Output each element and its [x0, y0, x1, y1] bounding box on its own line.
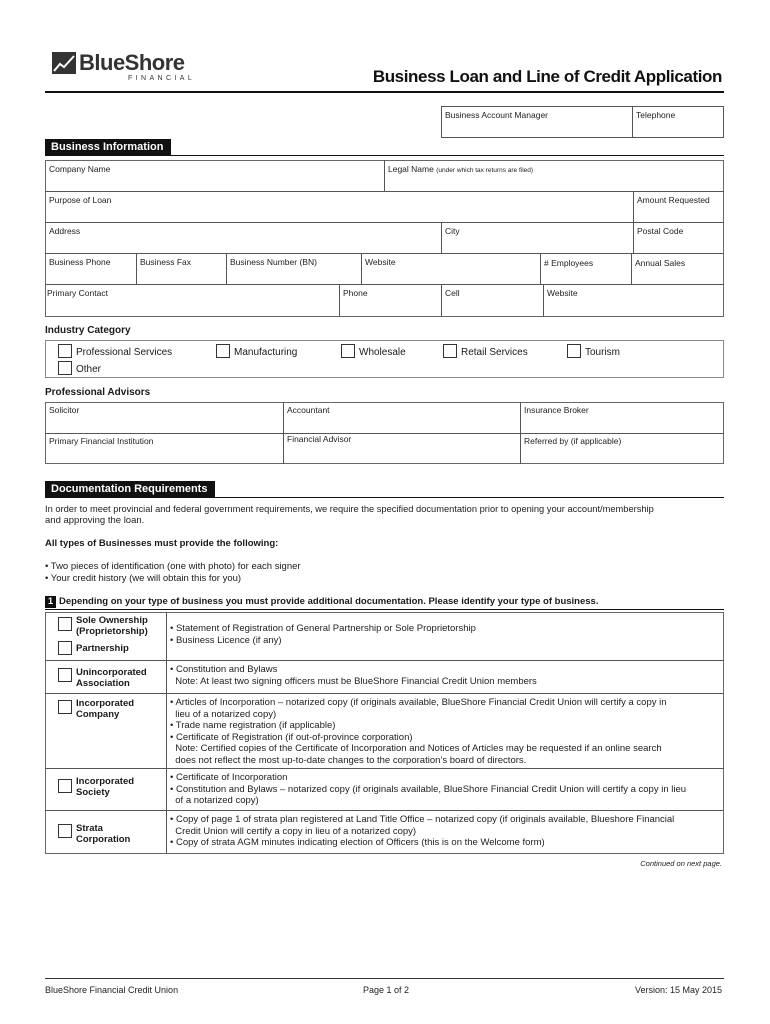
footer-version: Version: 15 May 2015 — [634, 985, 722, 995]
list-item: • Your credit history (we will obtain this for you) — [45, 573, 242, 584]
incorporated-society-checkbox[interactable] — [58, 779, 72, 793]
incorporated-company-requirements: • Articles of Incorporation – notarized copy (if originals available, BlueShore Financial Credit Union will certify a copy in lieu of a notarized copy) • Trade name registration (if applicable) • Certificate of Registration (if out-of-province corporation) Note: Certified copies of the Certificate of Incorporation and Notices of Articles may be requested if an online search does not reflect the most up-to-date changes to the corporation’s board of directors. — [170, 697, 667, 766]
page-title: Business Loan and Line of Credit Application — [372, 67, 722, 86]
blueshore-logo-icon — [52, 52, 76, 74]
manufacturing-label: Manufacturing — [234, 347, 298, 358]
documentation-intro-line1: In order to meet provincial and federal government requirements, we require the specified documentation prior to opening your account/membership — [45, 504, 654, 514]
professional-advisors-heading: Professional Advisors — [45, 387, 151, 398]
business-number-field[interactable]: Business Number (BN) — [230, 257, 317, 267]
contact-cell-field[interactable]: Cell — [445, 288, 460, 298]
website-field[interactable]: Website — [365, 257, 396, 267]
manufacturing-checkbox[interactable] — [216, 344, 230, 358]
primary-contact-field[interactable]: Primary Contact — [47, 288, 108, 298]
other-checkbox[interactable] — [58, 361, 72, 375]
city-field[interactable]: City — [445, 226, 460, 236]
solicitor-field[interactable]: Solicitor — [49, 405, 80, 415]
partnership-checkbox[interactable] — [58, 641, 72, 655]
annual-sales-field[interactable]: Annual Sales — [635, 258, 686, 268]
unincorporated-association-checkbox[interactable] — [58, 668, 72, 682]
step-number-badge: 1 — [45, 596, 56, 608]
incorporated-society-requirements: • Certificate of Incorporation • Constitution and Bylaws – notarized copy (if originals available, BlueShore Financial Credit Union will certify a copy in lieu of a notarized copy) — [170, 772, 687, 806]
list-item: • Two pieces of identification (one with photo) for each signer — [45, 561, 301, 572]
strata-corporation-label: Strata Corporation — [76, 823, 131, 845]
business-info-heading-label: Business Information — [45, 139, 171, 155]
business-account-manager-field[interactable]: Business Account Manager — [445, 110, 549, 120]
referred-by-field[interactable]: Referred by (if applicable) — [524, 436, 622, 446]
strata-corporation-requirements: • Copy of page 1 of strata plan registered at Land Title Office – notarized copy (if originals available, Blueshore Financial Credit Union will certify a copy in lieu of a notarized copy) • Copy of strata AGM minutes indicating election of Officers (this is on the Welcome form) — [170, 814, 675, 848]
postal-code-field[interactable]: Postal Code — [637, 226, 684, 236]
business-fax-field[interactable]: Business Fax — [140, 257, 192, 267]
footer-page-number: Page 1 of 2 — [363, 985, 410, 995]
footer-org: BlueShore Financial Credit Union — [45, 985, 179, 995]
continued-note: Continued on next page. — [640, 859, 722, 868]
professional-services-checkbox[interactable] — [58, 344, 72, 358]
telephone-field[interactable]: Telephone — [636, 110, 676, 120]
contact-phone-field[interactable]: Phone — [343, 288, 368, 298]
all-types-heading: All types of Businesses must provide the following: — [45, 538, 279, 549]
retail-services-label: Retail Services — [461, 347, 528, 358]
accountant-field[interactable]: Accountant — [287, 405, 330, 415]
tourism-checkbox[interactable] — [567, 344, 581, 358]
insurance-broker-field[interactable]: Insurance Broker — [524, 405, 589, 415]
partnership-label: Partnership — [76, 643, 129, 654]
incorporated-society-label: Incorporated Society — [76, 776, 135, 798]
retail-services-checkbox[interactable] — [443, 344, 457, 358]
employees-field[interactable]: # Employees — [544, 258, 594, 268]
documentation-intro-line2: and approving the loan. — [45, 515, 145, 526]
professional-services-label: Professional Services — [76, 347, 173, 358]
unincorporated-association-label: Unincorporated Association — [76, 667, 147, 689]
financial-advisor-field[interactable]: Financial Advisor — [287, 434, 352, 444]
strata-corporation-checkbox[interactable] — [58, 824, 72, 838]
documentation-heading — [45, 481, 215, 497]
sole-ownership-requirements: • Statement of Registration of General Partnership or Sole Proprietorship • Business Licence (if any) — [170, 623, 476, 646]
legal-name-label: Legal Name — [388, 164, 434, 174]
tourism-label: Tourism — [585, 347, 621, 358]
documentation-heading-label: Documentation Requirements — [45, 481, 215, 497]
business-info-heading — [45, 139, 171, 155]
business-phone-field[interactable]: Business Phone — [49, 257, 111, 267]
wholesale-checkbox[interactable] — [341, 344, 355, 358]
industry-category-box — [45, 340, 724, 378]
industry-category-heading: Industry Category — [45, 325, 131, 336]
step-heading: Depending on your type of business you must provide additional documentation. Please identify your type of business. — [59, 596, 599, 607]
incorporated-company-label: Incorporated Company — [76, 698, 135, 720]
brand-name: BlueShore — [79, 50, 185, 75]
unincorporated-association-requirements: • Constitution and Bylaws Note: At least two signing officers must be BlueShore Financial Credit Union members — [170, 664, 537, 687]
primary-financial-institution-field[interactable]: Primary Financial Institution — [49, 436, 154, 446]
brand-subtitle: FINANCIAL — [128, 75, 196, 82]
sole-ownership-checkbox[interactable] — [58, 617, 72, 631]
sole-ownership-label: Sole Ownership (Proprietorship) — [76, 615, 148, 637]
address-field[interactable]: Address — [49, 226, 81, 236]
legal-name-field[interactable] — [388, 164, 533, 174]
other-label: Other — [76, 364, 102, 375]
amount-requested-field[interactable]: Amount Requested — [637, 195, 710, 205]
purpose-of-loan-field[interactable]: Purpose of Loan — [49, 195, 112, 205]
title-rule — [45, 91, 724, 93]
wholesale-label: Wholesale — [359, 347, 406, 358]
legal-name-note: (under which tax returns are filed) — [436, 167, 534, 174]
company-name-field[interactable]: Company Name — [49, 164, 111, 174]
incorporated-company-checkbox[interactable] — [58, 700, 72, 714]
contact-website-field[interactable]: Website — [547, 288, 578, 298]
all-types-list — [45, 561, 301, 585]
